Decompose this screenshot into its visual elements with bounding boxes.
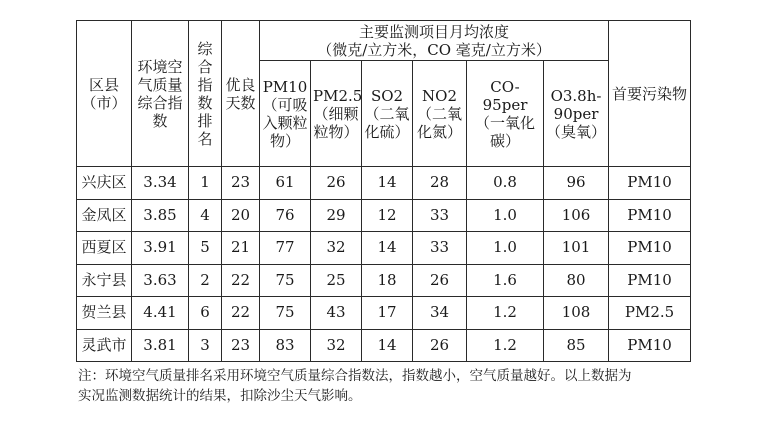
cell-pm25: 43 bbox=[311, 297, 362, 330]
cell-aqi: 3.81 bbox=[132, 329, 189, 362]
header-primary-pollutant: 首要污染物 bbox=[609, 21, 691, 167]
cell-so2: 14 bbox=[362, 329, 413, 362]
table-row bbox=[77, 297, 691, 330]
cell-o3: 85 bbox=[544, 329, 609, 362]
header-aqi: 环境空气质量综合指数 bbox=[132, 21, 189, 167]
cell-so2: 18 bbox=[362, 264, 413, 297]
header-co: CO-95per（一氧化碳） bbox=[467, 61, 544, 167]
cell-no2: 26 bbox=[413, 329, 467, 362]
cell-co: 1.0 bbox=[467, 232, 544, 265]
cell-aqi: 3.85 bbox=[132, 199, 189, 232]
cell-pm10: 61 bbox=[260, 167, 311, 200]
table-row bbox=[77, 232, 691, 265]
table-row bbox=[77, 329, 691, 362]
header-o3: O3.8h-90per（臭氧） bbox=[544, 61, 609, 167]
header-rank: 综合指数排名 bbox=[189, 21, 222, 167]
table-row bbox=[77, 167, 691, 200]
header-so2: SO2（二氧化硫） bbox=[362, 61, 413, 167]
cell-primary: PM10 bbox=[609, 167, 691, 200]
cell-aqi: 3.34 bbox=[132, 167, 189, 200]
cell-co: 1.2 bbox=[467, 329, 544, 362]
cell-good-days: 22 bbox=[222, 297, 260, 330]
table-row bbox=[77, 264, 691, 297]
header-main-pollutants bbox=[260, 21, 609, 61]
cell-district: 贺兰县 bbox=[77, 297, 132, 330]
cell-good-days: 22 bbox=[222, 264, 260, 297]
cell-so2: 14 bbox=[362, 167, 413, 200]
cell-no2: 26 bbox=[413, 264, 467, 297]
cell-no2: 33 bbox=[413, 199, 467, 232]
cell-no2: 33 bbox=[413, 232, 467, 265]
cell-pm25: 26 bbox=[311, 167, 362, 200]
cell-aqi: 4.41 bbox=[132, 297, 189, 330]
cell-o3: 96 bbox=[544, 167, 609, 200]
cell-o3: 106 bbox=[544, 199, 609, 232]
cell-district: 西夏区 bbox=[77, 232, 132, 265]
cell-primary: PM10 bbox=[609, 232, 691, 265]
cell-pm10: 75 bbox=[260, 297, 311, 330]
cell-pm25: 32 bbox=[311, 329, 362, 362]
header-main-title: 主要监测项目月均浓度 bbox=[359, 22, 510, 41]
cell-pm25: 32 bbox=[311, 232, 362, 265]
header-no2: NO2（二氧化氮） bbox=[413, 61, 467, 167]
cell-pm10: 75 bbox=[260, 264, 311, 297]
cell-good-days: 23 bbox=[222, 329, 260, 362]
footnote-line-1: 注：环境空气质量排名采用环境空气质量综合指数法，指数越小，空气质量越好。以上数据为 bbox=[78, 368, 632, 384]
cell-rank: 3 bbox=[189, 329, 222, 362]
cell-rank: 2 bbox=[189, 264, 222, 297]
cell-no2: 28 bbox=[413, 167, 467, 200]
cell-good-days: 23 bbox=[222, 167, 260, 200]
cell-so2: 17 bbox=[362, 297, 413, 330]
cell-district: 金凤区 bbox=[77, 199, 132, 232]
cell-pm10: 83 bbox=[260, 329, 311, 362]
header-district: 区县（市） bbox=[77, 21, 132, 167]
cell-pm10: 77 bbox=[260, 232, 311, 265]
cell-o3: 80 bbox=[544, 264, 609, 297]
cell-primary: PM10 bbox=[609, 199, 691, 232]
cell-no2: 34 bbox=[413, 297, 467, 330]
header-pm25: PM2.5（细颗粒物） bbox=[311, 61, 362, 167]
footnote-line-2: 实况监测数据统计的结果，扣除沙尘天气影响。 bbox=[78, 388, 362, 404]
cell-primary: PM10 bbox=[609, 329, 691, 362]
cell-co: 1.0 bbox=[467, 199, 544, 232]
header-main-unit: （微克/立方米，CO 毫克/立方米） bbox=[317, 40, 551, 59]
cell-pm25: 25 bbox=[311, 264, 362, 297]
footnote bbox=[78, 366, 698, 406]
cell-co: 1.6 bbox=[467, 264, 544, 297]
air-quality-table bbox=[76, 20, 691, 362]
cell-district: 永宁县 bbox=[77, 264, 132, 297]
cell-pm25: 29 bbox=[311, 199, 362, 232]
table-row bbox=[77, 199, 691, 232]
cell-co: 1.2 bbox=[467, 297, 544, 330]
cell-primary: PM10 bbox=[609, 264, 691, 297]
cell-rank: 5 bbox=[189, 232, 222, 265]
cell-aqi: 3.63 bbox=[132, 264, 189, 297]
cell-rank: 1 bbox=[189, 167, 222, 200]
header-good-days: 优良天数 bbox=[222, 21, 260, 167]
cell-primary: PM2.5 bbox=[609, 297, 691, 330]
cell-co: 0.8 bbox=[467, 167, 544, 200]
cell-aqi: 3.91 bbox=[132, 232, 189, 265]
cell-rank: 6 bbox=[189, 297, 222, 330]
cell-o3: 108 bbox=[544, 297, 609, 330]
cell-district: 灵武市 bbox=[77, 329, 132, 362]
header-pm10: PM10（可吸入颗粒物） bbox=[260, 61, 311, 167]
cell-o3: 101 bbox=[544, 232, 609, 265]
cell-good-days: 21 bbox=[222, 232, 260, 265]
cell-so2: 14 bbox=[362, 232, 413, 265]
cell-so2: 12 bbox=[362, 199, 413, 232]
cell-district: 兴庆区 bbox=[77, 167, 132, 200]
cell-pm10: 76 bbox=[260, 199, 311, 232]
cell-rank: 4 bbox=[189, 199, 222, 232]
cell-good-days: 20 bbox=[222, 199, 260, 232]
